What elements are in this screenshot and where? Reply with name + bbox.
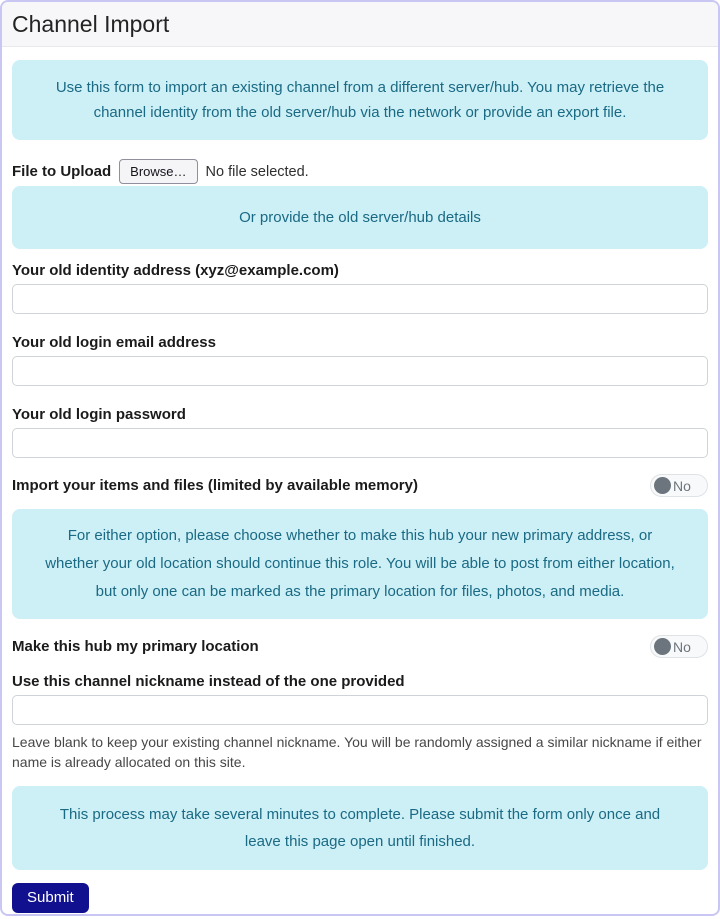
file-upload-row — [12, 159, 708, 184]
login-email-label: Your old login email address — [12, 334, 216, 351]
page-header — [2, 2, 718, 47]
identity-address-label: Your old identity address (xyz@example.com) — [12, 262, 339, 279]
file-upload-label: File to Upload — [12, 163, 112, 180]
nickname-label: Use this channel nickname instead of the one provided — [12, 673, 405, 690]
import-items-toggle-state: No — [673, 477, 691, 494]
file-upload-status: No file selected. — [205, 163, 309, 180]
divider-info-box — [12, 186, 708, 249]
login-email-input[interactable] — [12, 356, 708, 386]
divider-info-text: Or provide the old server/hub details — [239, 209, 481, 226]
browse-button[interactable]: Browse… — [119, 159, 197, 184]
login-password-label: Your old login password — [12, 406, 186, 423]
intro-info-text: Use this form to import an existing channel from a different server/hub. You may retrieve the channel identity from the old server/hub via the network or provide an export file. — [55, 79, 665, 121]
primary-location-row — [12, 635, 708, 658]
login-email-group — [12, 334, 708, 386]
toggle-knob-icon — [654, 477, 671, 494]
login-password-group — [12, 406, 708, 458]
nickname-help-text: Leave blank to keep your existing channel nickname. You will be randomly assigned a similar nickname if either name is already allocated on this site. — [12, 734, 702, 770]
primary-info-text: For either option, please choose whether to make this hub your new primary address, or whether your old location should continue this role. You will be able to post from either location, but only one can be marked as the primary location for files, photos, and media. — [45, 527, 675, 600]
process-info-text: This process may take several minutes to complete. Please submit the form only once and leave this page open until finished. — [59, 806, 661, 850]
primary-location-toggle-state: No — [673, 638, 691, 655]
nickname-group — [12, 673, 708, 772]
process-info-box — [12, 786, 708, 870]
page-title: Channel Import — [12, 11, 170, 37]
import-items-row — [12, 474, 708, 497]
login-password-input[interactable] — [12, 428, 708, 458]
intro-info-box — [12, 60, 708, 140]
form-content — [2, 47, 718, 916]
nickname-input[interactable] — [12, 695, 708, 725]
identity-address-group — [12, 262, 708, 314]
primary-info-box — [12, 509, 708, 619]
primary-location-toggle[interactable] — [650, 635, 708, 658]
import-items-toggle[interactable] — [650, 474, 708, 497]
toggle-knob-icon — [654, 638, 671, 655]
primary-location-label: Make this hub my primary location — [12, 638, 259, 655]
import-items-label: Import your items and files (limited by available memory) — [12, 477, 418, 494]
identity-address-input[interactable] — [12, 284, 708, 314]
submit-button[interactable]: Submit — [12, 883, 89, 913]
